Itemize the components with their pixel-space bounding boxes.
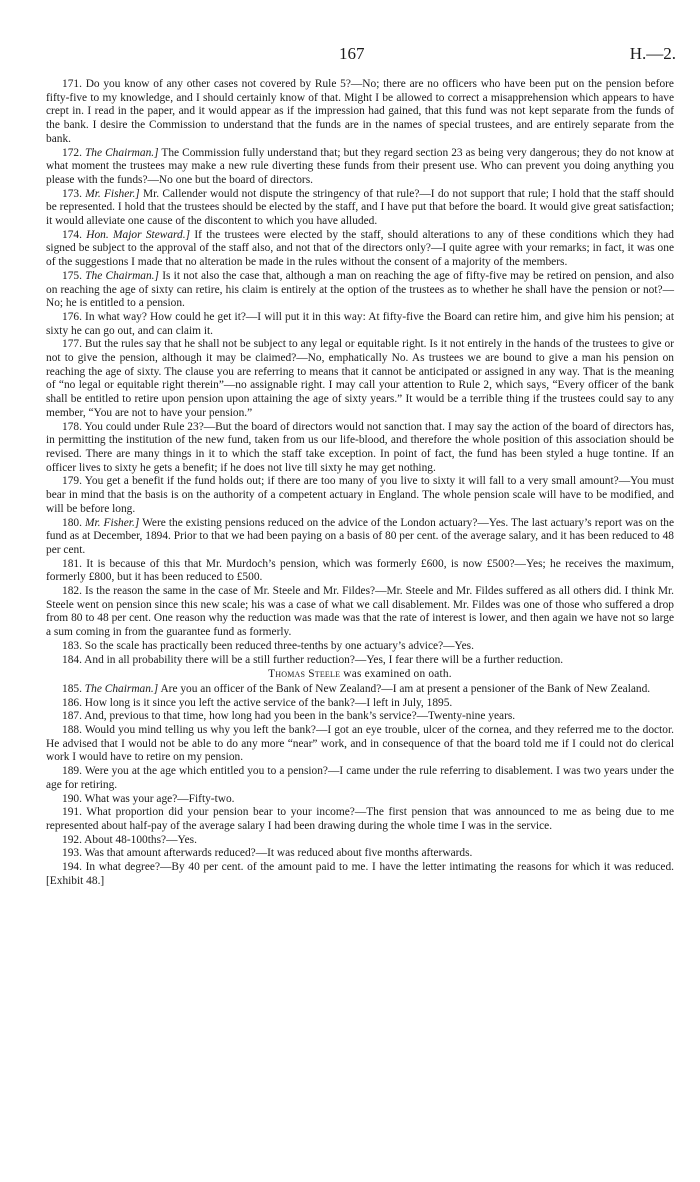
witness-heading bbox=[46, 668, 674, 682]
question-number: 179. bbox=[62, 475, 82, 488]
question-paragraph bbox=[46, 806, 674, 833]
question-paragraph bbox=[46, 683, 674, 697]
question-paragraph bbox=[46, 765, 674, 792]
question-paragraph bbox=[46, 558, 674, 585]
question-number: 192. bbox=[62, 833, 82, 846]
question-text: And in all probability there will be a still further reduction?—Yes, I fear there will be a further reduction. bbox=[84, 653, 564, 666]
page-body bbox=[46, 78, 674, 888]
speaker-name: Mr. Fisher.] bbox=[85, 187, 140, 200]
question-text: Were the existing pensions reduced on the advice of the London actuary?—Yes. The last actuary’s report was on the fund as at December, 1894. Prior to that we had been paying on a basis of 80 per cent. of the average salary, and it has been reduced to 48 per cent. bbox=[46, 516, 675, 556]
question-number: 174. bbox=[62, 228, 82, 241]
question-number: 175. bbox=[62, 269, 82, 282]
speaker-name: Mr. Fisher.] bbox=[84, 516, 140, 529]
question-text: Mr. Callender would not dispute the stringency of that rule?—I do not support that rule; I hold that the staff should be represented. I hold that the trustees should be elected by the staff, and I have put that before the board. It would give great satisfaction; it would alleviate one cause of the discontent to which you have alluded. bbox=[46, 187, 674, 228]
question-number: 188. bbox=[62, 724, 82, 737]
question-paragraph bbox=[46, 861, 674, 888]
question-paragraph bbox=[46, 710, 674, 724]
question-number: 189. bbox=[62, 765, 82, 778]
question-text: Is the reason the same in the case of Mr. Steele and Mr. Fildes?—Mr. Steele and Mr. Fildes suffered as all others did. I think Mr. Steele went on pension since this new scale; his was a case of what we call disablement. Mr. Fildes was one of those who suffered a drop from 80 to 48 per cent. One reason why the reduction was made was that the rate of interest is lower, and then again we have not so large a sum coming in from the guarantee fund as formerly. bbox=[46, 585, 674, 639]
question-number: 172. bbox=[62, 146, 82, 159]
question-number: 187. bbox=[62, 710, 82, 723]
witness-name: Thomas Steele bbox=[268, 668, 341, 681]
question-number: 178. bbox=[62, 420, 82, 433]
speaker-name: The Chairman.] bbox=[84, 146, 159, 159]
question-text: What was your age?—Fifty-two. bbox=[84, 792, 235, 805]
question-paragraph bbox=[46, 78, 674, 147]
page-header bbox=[0, 44, 700, 66]
question-text: Do you know of any other cases not covered by Rule 5?—No; there are no officers who have been put on the pension before fifty-five to my knowledge, and I should certainly know of that. Might I be allowed to correct a misapprehension which appears to have crept in. I read in the paper, and it would appear as if the impression had gained, that this fund was not kept separate from the funds of the bank. I desire the Commission to understand that the funds are in the names of special trustees, and are entirely separate from the bank. bbox=[46, 78, 674, 145]
question-text: About 48-100ths?—Yes. bbox=[84, 833, 197, 846]
question-text: It is because of this that Mr. Murdoch’s pension, which was formerly £600, is now £500?—Yes; he receives the maximum, formerly £800, but it has been reduced to £500. bbox=[46, 557, 674, 584]
question-paragraph bbox=[46, 697, 674, 711]
speaker-name: Hon. Major Steward.] bbox=[86, 228, 191, 241]
question-paragraph bbox=[46, 654, 674, 668]
question-number: 193. bbox=[62, 847, 82, 860]
question-number: 180. bbox=[62, 516, 82, 529]
question-number: 173. bbox=[62, 187, 82, 200]
question-text: You could under Rule 23?—But the board of directors would not sanction that. I may say the action of the board of directors has, in permitting the institution of the new fund, taken from us our life-blood, and therefore the whole position of this association should be revised. There are many things in it to which the staff take exception. In point of fact, the fund has been styled a huge tontine. If an officer lives to sixty he gets a benefit; if he does not live till sixty he may get nothing. bbox=[46, 420, 674, 474]
question-paragraph bbox=[46, 475, 674, 516]
question-paragraph bbox=[46, 311, 674, 338]
question-paragraph bbox=[46, 270, 674, 311]
question-paragraph bbox=[46, 338, 674, 420]
question-paragraph bbox=[46, 847, 674, 861]
question-paragraph bbox=[46, 421, 674, 476]
question-text: And, previous to that time, how long had you been in the bank’s service?—Twenty-nine years. bbox=[84, 710, 516, 723]
question-number: 184. bbox=[62, 653, 82, 666]
question-list-2 bbox=[46, 683, 674, 889]
question-text: Were you at the age which entitled you to a pension?—I came under the rule referring to disablement. I was two years under the age for retiring. bbox=[46, 765, 674, 791]
question-text: What proportion did your pension bear to your income?—The first pension that was announced to me as being due to me represented about half-pay of the average salary I had been drawing during the whole time I was in the service. bbox=[46, 806, 674, 832]
question-paragraph bbox=[46, 147, 674, 188]
witness-heading-suffix: was examined on oath. bbox=[343, 668, 452, 681]
question-number: 183. bbox=[62, 639, 82, 652]
question-list-1 bbox=[46, 78, 674, 667]
question-paragraph bbox=[46, 793, 674, 807]
question-text: Are you an officer of the Bank of New Zealand?—I am at present a pensioner of the Bank of New Zealand. bbox=[160, 682, 651, 695]
question-number: 186. bbox=[62, 696, 82, 709]
question-text: How long is it since you left the active service of the bank?—I left in July, 1895. bbox=[84, 696, 453, 709]
question-text: You get a benefit if the fund holds out; if there are too many of you live to sixty it will fall to a very small amount?—You must bear in mind that the basis is on the authority of a competent actuary in England. The whole pension scale will have to be modified, and will be before long. bbox=[46, 475, 674, 515]
question-text: In what degree?—By 40 per cent. of the amount paid to me. I have the letter intimating the reasons for which it was reduced. [Exhibit 48.] bbox=[46, 861, 674, 887]
question-number: 194. bbox=[62, 861, 82, 874]
question-number: 190. bbox=[62, 792, 82, 805]
question-number: 181. bbox=[62, 557, 82, 570]
speaker-name: The Chairman.] bbox=[85, 269, 159, 282]
question-text: In what way? How could he get it?—I will put it in this way: At fifty-five the Board can retire him, and give him his pension; at sixty he can go out, and can claim it. bbox=[46, 310, 674, 337]
document-reference: H.—2. bbox=[629, 44, 676, 63]
question-number: 182. bbox=[62, 585, 82, 598]
question-paragraph bbox=[46, 517, 674, 558]
question-text: If the trustees were elected by the staff, should alterations to any of these conditions which they had signed be subject to the approval of the staff also, and not that of the directors only?—I quite agree with your remarks; in fact, it was one of the suggestions I made that no alteration be made in the rules without the consent of a majority of the members. bbox=[46, 228, 674, 269]
question-number: 185. bbox=[62, 682, 82, 695]
question-number: 176. bbox=[62, 310, 82, 323]
question-number: 177. bbox=[62, 338, 82, 351]
speaker-name: The Chairman.] bbox=[84, 682, 159, 695]
question-paragraph bbox=[46, 834, 674, 848]
question-number: 171. bbox=[62, 78, 82, 90]
question-paragraph bbox=[46, 229, 674, 270]
question-paragraph bbox=[46, 640, 674, 654]
page-number: 167 bbox=[339, 44, 365, 63]
question-paragraph bbox=[46, 724, 674, 765]
question-text: The Commission fully understand that; but they regard section 23 as being very dangerous; they do not know at what moment the trustees may make a new rule diverting these funds from their present use. Who can prevent you doing anything you please with the funds?—No one but the board of directors. bbox=[46, 146, 674, 186]
question-number: 191. bbox=[62, 806, 82, 819]
question-text: Would you mind telling us why you left the bank?—I got an eye trouble, ulcer of the cornea, and they referred me to the doctor. He advised that I would not be able to do any more “near” work, and in consequence of that the board told me if I could not do clerical work I would have to retire on my pension. bbox=[46, 724, 674, 764]
question-text: But the rules say that he shall not be subject to any legal or equitable right. Is it not entirely in the hands of the trustees to give or not to give the pension, although it may be claimed?—No, emphatically No. As trustees we are bound to give a man his pension on reaching the age of sixty. The clause you are referring to means that it cannot be anticipated or assigned in any way. That is the meaning of “no legal or equitable right therein”—no assignable right. I may call your attention to Rule 2, which says, “Every officer of the bank shall be entitled to retire upon pension upon attaining the age of sixty years.” It would be a terrible thing if the trustees could say to any member, “You are not to have your pension.” bbox=[46, 338, 674, 419]
question-text: Is it not also the case that, although a man on reaching the age of fifty-five may be retired on pension, and also on reaching the age of sixty can retire, his claim is entirely at the option of the trustees as to whether he shall have the pension or not?—No; he is entitled to a pension. bbox=[46, 269, 674, 310]
question-paragraph bbox=[46, 188, 674, 229]
question-paragraph bbox=[46, 585, 674, 640]
question-text: Was that amount afterwards reduced?—It was reduced about five months afterwards. bbox=[84, 847, 473, 860]
question-text: So the scale has practically been reduced three-tenths by one actuary’s advice?—Yes. bbox=[84, 639, 474, 652]
